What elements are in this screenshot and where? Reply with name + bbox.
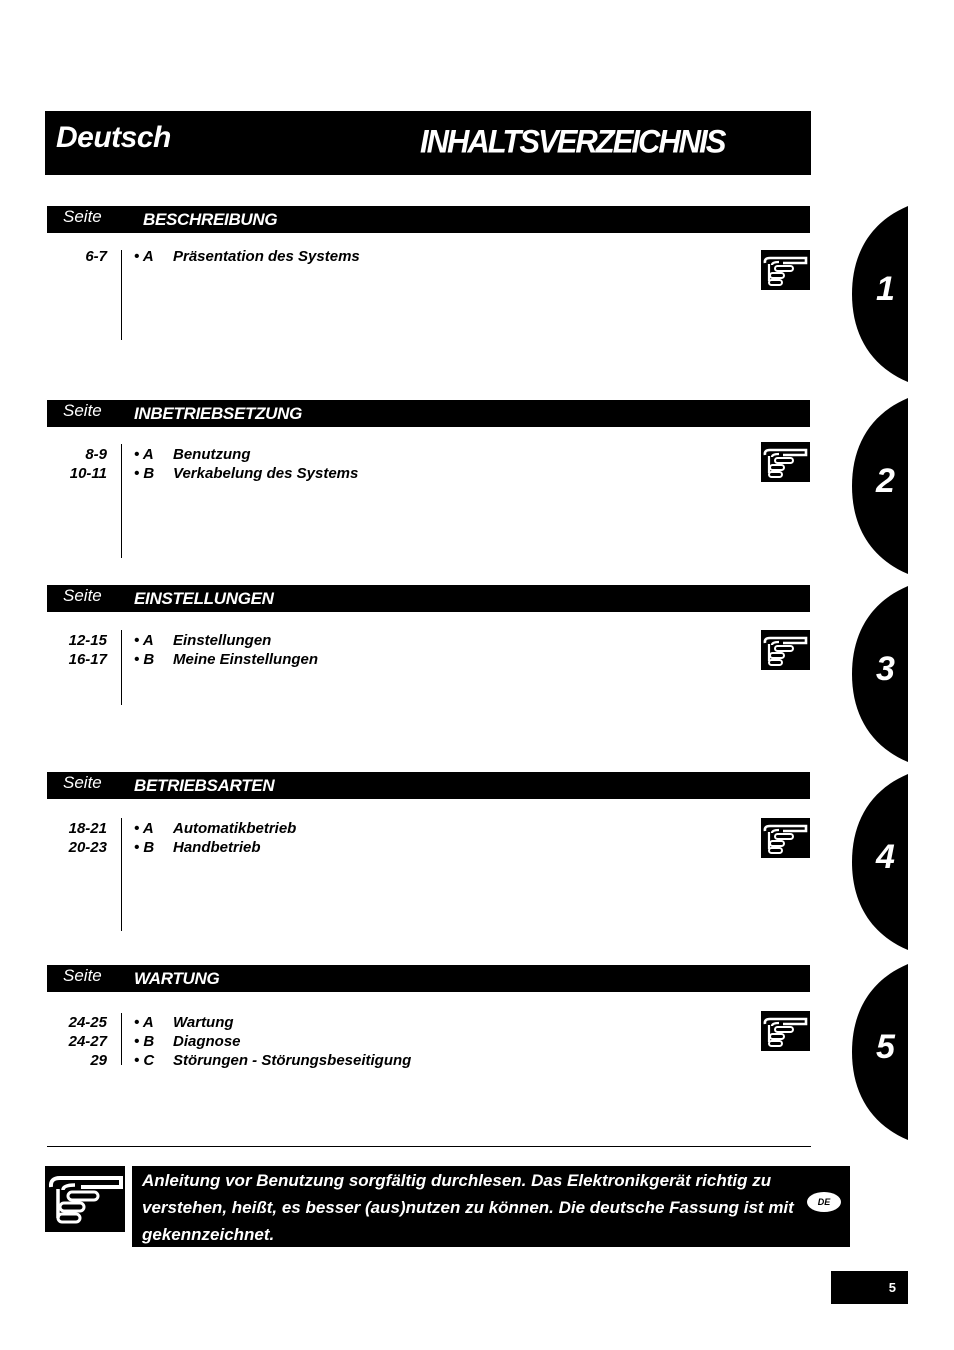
divider-line	[121, 1013, 122, 1065]
page-ref: 20-23	[68, 839, 107, 856]
entry-bullet: • A	[134, 820, 154, 837]
tab-number: 5	[876, 1028, 895, 1066]
entry-text: Handbetrieb	[173, 839, 261, 856]
pointing-hand-icon	[761, 1011, 810, 1051]
seite-label: Seite	[63, 207, 102, 226]
footer-divider	[47, 1146, 811, 1147]
entry-row[interactable]	[134, 247, 360, 266]
page-ref: 16-17	[68, 651, 107, 668]
page-ref: 8-9	[85, 446, 107, 463]
entry-text: Verkabelung des Systems	[173, 465, 359, 482]
page-ref: 24-27	[68, 1033, 107, 1050]
entry-row[interactable]	[134, 1013, 411, 1032]
entry-bullet: • B	[134, 839, 155, 856]
page-header	[45, 111, 811, 175]
pointing-hand-icon	[761, 442, 810, 482]
page-ref: 10-11	[69, 465, 107, 482]
page-ref: 24-25	[68, 1014, 107, 1031]
page-title: INHALTSVERZEICHNIS	[420, 123, 725, 160]
entry-bullet: • A	[134, 1014, 154, 1031]
section-heading: BETRIEBSARTEN	[134, 776, 275, 795]
entry-row[interactable]	[134, 1051, 411, 1070]
section-einstellungen	[47, 585, 810, 668]
entry-row[interactable]	[134, 838, 296, 857]
section-bar	[47, 772, 810, 799]
entry-text: Präsentation des Systems	[173, 248, 360, 265]
divider-line	[121, 630, 122, 705]
page-refs	[47, 819, 107, 857]
chapter-tab-1[interactable]	[850, 206, 910, 382]
tab-number: 4	[876, 838, 895, 876]
entry-bullet: • A	[134, 632, 154, 649]
section-heading: BESCHREIBUNG	[143, 210, 278, 229]
pointing-hand-icon	[761, 630, 810, 670]
seite-label: Seite	[63, 401, 102, 420]
page-refs	[47, 445, 107, 483]
tab-number: 2	[876, 462, 895, 500]
pointing-hand-icon	[761, 818, 810, 858]
entry-text: Automatikbetrieb	[173, 820, 297, 837]
entry-bullet: • C	[134, 1052, 155, 1069]
tab-number: 3	[876, 650, 895, 688]
divider-line	[121, 250, 122, 340]
entry-text: Diagnose	[173, 1033, 241, 1050]
note-text: Anleitung vor Benutzung sorgfältig durchlesen. Das Elektronikgerät richtig zu verstehen, heißt, es besser (aus)nutzen zu können. Die deutsche Fassung ist mit gekennzeichnet.	[142, 1171, 794, 1244]
entry-row[interactable]	[134, 1032, 411, 1051]
page-ref: 12-15	[68, 632, 107, 649]
entry-text: Einstellungen	[173, 632, 272, 649]
page-ref: 18-21	[68, 820, 107, 837]
page-ref: 29	[90, 1052, 107, 1069]
chapter-tab-4[interactable]	[850, 774, 910, 950]
instruction-note	[132, 1166, 850, 1247]
page-ref: 6-7	[85, 248, 107, 265]
language-label: Deutsch	[56, 121, 171, 154]
section-heading: WARTUNG	[134, 969, 220, 988]
de-badge-icon: DE	[807, 1192, 841, 1212]
divider-line	[121, 444, 122, 558]
chapter-tab-2[interactable]	[850, 398, 910, 574]
entry-row[interactable]	[134, 650, 318, 669]
entry-bullet: • B	[134, 1033, 155, 1050]
entry-bullet: • B	[134, 651, 155, 668]
divider-line	[121, 818, 122, 931]
entry-list	[134, 445, 358, 483]
entry-row[interactable]	[134, 445, 358, 464]
entry-text: Wartung	[173, 1014, 234, 1031]
entry-list	[134, 1013, 411, 1070]
section-bar	[47, 400, 810, 427]
chapter-tab-3[interactable]	[850, 586, 910, 762]
tab-number: 1	[876, 270, 895, 308]
entry-row[interactable]	[134, 631, 318, 650]
entry-text: Benutzung	[173, 446, 251, 463]
pointing-hand-icon	[761, 250, 810, 290]
section-bar	[47, 965, 810, 992]
entry-list	[134, 819, 296, 857]
section-beschreibung	[47, 206, 810, 265]
seite-label: Seite	[63, 586, 102, 605]
entry-bullet: • A	[134, 446, 154, 463]
section-bar	[47, 206, 810, 233]
section-heading: EINSTELLUNGEN	[134, 589, 274, 608]
page-refs	[47, 631, 107, 669]
seite-label: Seite	[63, 966, 102, 985]
section-inbetriebsetzung	[47, 400, 810, 482]
entry-text: Meine Einstellungen	[173, 651, 319, 668]
entry-row[interactable]	[134, 464, 358, 483]
chapter-tab-5[interactable]	[850, 964, 910, 1140]
page-refs	[47, 247, 107, 266]
section-wartung	[47, 965, 810, 1069]
pointing-hand-icon	[45, 1166, 125, 1232]
entry-list	[134, 247, 360, 266]
section-bar	[47, 585, 810, 612]
entry-row[interactable]	[134, 819, 296, 838]
page-number: 5	[831, 1271, 908, 1304]
entry-bullet: • A	[134, 248, 154, 265]
section-heading: INBETRIEBSETZUNG	[134, 404, 303, 423]
seite-label: Seite	[63, 773, 102, 792]
section-betriebsarten	[47, 772, 810, 856]
page-refs	[47, 1013, 107, 1070]
entry-bullet: • B	[134, 465, 155, 482]
entry-text: Störungen - Störungsbeseitigung	[173, 1052, 412, 1069]
entry-list	[134, 631, 318, 669]
